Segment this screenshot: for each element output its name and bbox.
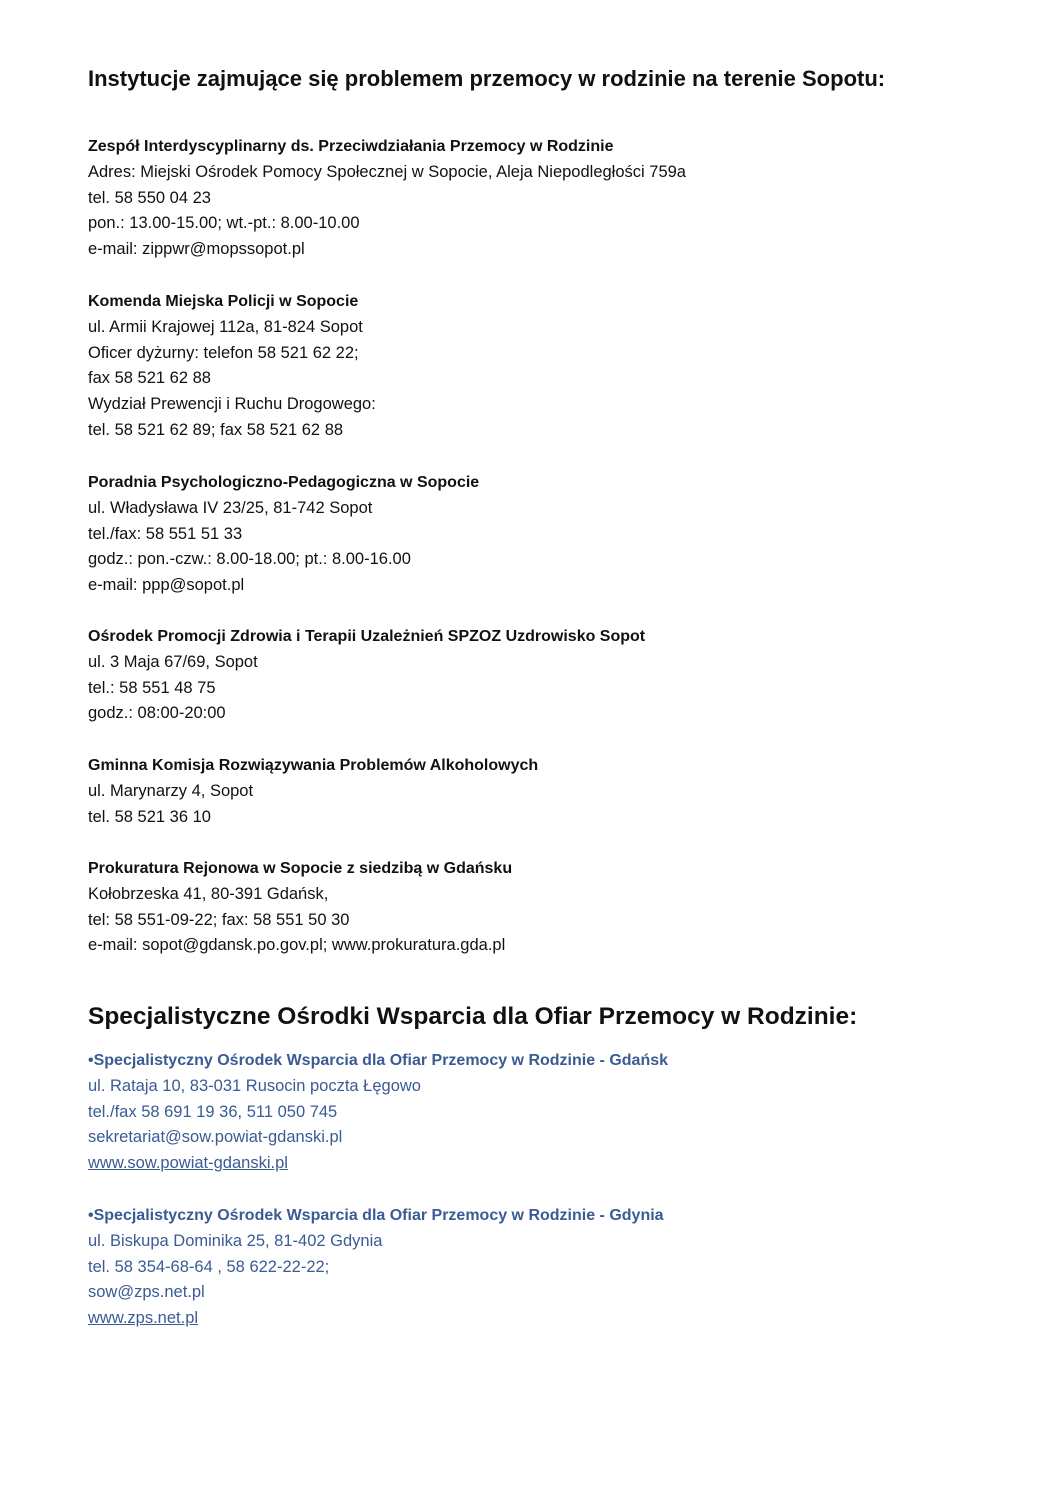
institution-line: tel.: 58 551 48 75 bbox=[88, 678, 216, 697]
institution-name: Poradnia Psychologiczno-Pedagogiczna w Sopocie bbox=[88, 474, 480, 491]
institution-block bbox=[88, 624, 645, 727]
institution-line: godz.: pon.-czw.: 8.00-18.00; pt.: 8.00-16.00 bbox=[88, 550, 411, 569]
institution-line: ul. 3 Maja 67/69, Sopot bbox=[88, 652, 258, 671]
institution-line: pon.: 13.00-15.00; wt.-pt.: 8.00-10.00 bbox=[88, 214, 360, 233]
institution-name: Zespół Interdyscyplinarny ds. Przeciwdziałania Przemocy w Rodzinie bbox=[88, 138, 614, 155]
center-name: •Specjalistyczny Ośrodek Wsparcia dla Ofiar Przemocy w Rodzinie - Gdańsk bbox=[88, 1052, 669, 1069]
institution-block bbox=[88, 134, 686, 263]
institution-name: Prokuratura Rejonowa w Sopocie z siedzibą w Gdańsku bbox=[88, 860, 513, 877]
institution-block bbox=[88, 470, 479, 599]
institution-block bbox=[88, 753, 538, 830]
center-email[interactable]: sekretariat@sow.powiat-gdanski.pl bbox=[88, 1128, 343, 1147]
institution-line: tel. 58 521 62 89; fax 58 521 62 88 bbox=[88, 420, 344, 439]
institution-name: Ośrodek Promocji Zdrowia i Terapii Uzależnień SPZOZ Uzdrowisko Sopot bbox=[88, 628, 646, 645]
institution-line: Adres: Miejski Ośrodek Pomocy Społecznej w Sopocie, Aleja Niepodległości 759a bbox=[88, 162, 686, 181]
center-name: •Specjalistyczny Ośrodek Wsparcia dla Ofiar Przemocy w Rodzinie - Gdynia bbox=[88, 1207, 664, 1224]
institution-line: Oficer dyżurny: telefon 58 521 62 22; bbox=[88, 343, 359, 362]
center-block bbox=[88, 1048, 668, 1177]
institution-line: tel: 58 551-09-22; fax: 58 551 50 30 bbox=[88, 910, 350, 929]
center-line: ul. Rataja 10, 83-031 Rusocin poczta Łęgowo bbox=[88, 1076, 421, 1095]
institution-line: Kołobrzeska 41, 80-391 Gdańsk, bbox=[88, 884, 329, 903]
institution-email[interactable]: e-mail: ppp@sopot.pl bbox=[88, 576, 245, 595]
institution-line: ul. Władysława IV 23/25, 81-742 Sopot bbox=[88, 498, 373, 517]
institution-line: tel./fax: 58 551 51 33 bbox=[88, 524, 243, 543]
center-website-link[interactable]: www.zps.net.pl bbox=[88, 1309, 199, 1328]
institution-line: tel. 58 550 04 23 bbox=[88, 188, 211, 207]
center-line: ul. Biskupa Dominika 25, 81-402 Gdynia bbox=[88, 1231, 383, 1250]
institutions-heading: Instytucje zajmujące się problemem przemocy w rodzinie na terenie Sopotu: bbox=[88, 66, 886, 91]
institution-email[interactable]: e-mail: sopot@gdansk.po.gov.pl; www.prokuratura.gda.pl bbox=[88, 936, 506, 955]
institution-name: Komenda Miejska Policji w Sopocie bbox=[88, 293, 359, 310]
institution-line: ul. Marynarzy 4, Sopot bbox=[88, 781, 254, 800]
centers-heading: Specjalistyczne Ośrodki Wsparcia dla Ofiar Przemocy w Rodzinie: bbox=[88, 1003, 858, 1030]
center-line: tel./fax 58 691 19 36, 511 050 745 bbox=[88, 1102, 338, 1121]
institution-name: Gminna Komisja Rozwiązywania Problemów Alkoholowych bbox=[88, 757, 539, 774]
center-website-link[interactable]: www.sow.powiat-gdanski.pl bbox=[88, 1154, 288, 1173]
institution-line: godz.: 08:00-20:00 bbox=[88, 704, 226, 723]
institution-block bbox=[88, 289, 376, 444]
institution-email[interactable]: e-mail: zippwr@mopssopot.pl bbox=[88, 240, 305, 259]
institution-line: fax 58 521 62 88 bbox=[88, 369, 211, 388]
center-block bbox=[88, 1203, 664, 1332]
institution-line: tel. 58 521 36 10 bbox=[88, 807, 211, 826]
institution-line: ul. Armii Krajowej 112a, 81-824 Sopot bbox=[88, 317, 363, 336]
institution-line: Wydział Prewencji i Ruchu Drogowego: bbox=[88, 395, 376, 414]
center-line: tel. 58 354-68-64 , 58 622-22-22; bbox=[88, 1257, 330, 1276]
center-email[interactable]: sow@zps.net.pl bbox=[88, 1283, 205, 1302]
institution-block bbox=[88, 856, 512, 959]
